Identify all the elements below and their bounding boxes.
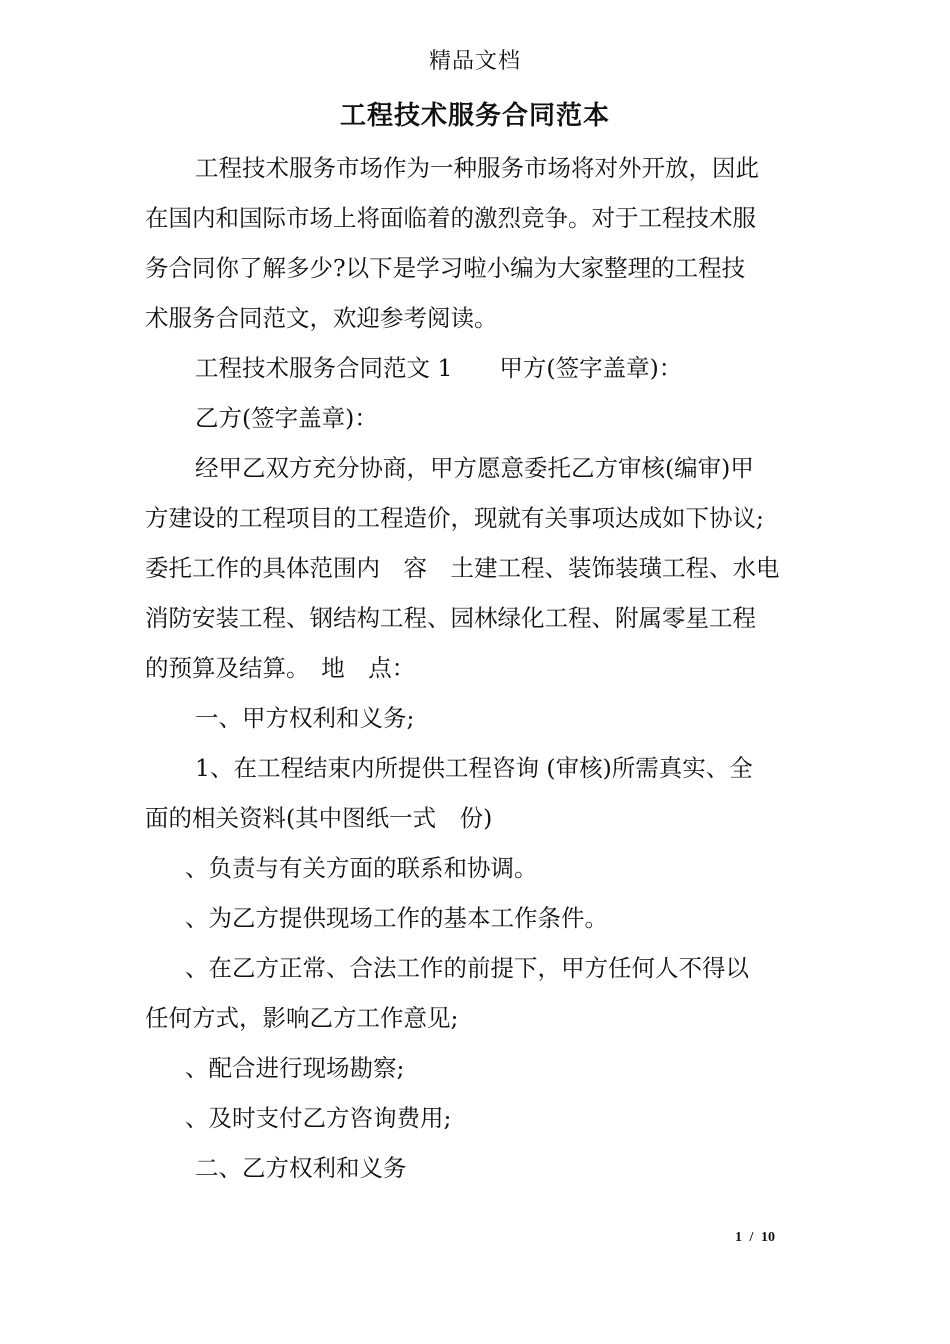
body-line: 、及时支付乙方咨询费用; (185, 1104, 452, 1132)
page-total: 10 (760, 1230, 775, 1245)
body-line: 、为乙方提供现场工作的基本工作条件。 (185, 904, 608, 932)
body-line: 、在乙方正常、合法工作的前提下，甲方任何人不得以 (185, 954, 749, 982)
body-line: 委托工作的具体范围内 容 土建工程、装饰装璜工程、水电 (145, 554, 780, 582)
body-line: 经甲乙双方充分协商，甲方愿意委托乙方审核(编审)甲 (195, 454, 754, 482)
body-line: 面的相关资料(其中图纸一式 份) (145, 804, 493, 832)
body-line: 工程技术服务市场作为一种服务市场将对外开放，因此 (195, 154, 759, 182)
body-line: 方建设的工程项目的工程造价，现就有关事项达成如下协议; (145, 504, 764, 532)
body-line: 的预算及结算。 地 点： (145, 654, 416, 682)
body-line: 任何方式，影响乙方工作意见; (145, 1004, 459, 1032)
page-current: 1 (735, 1230, 743, 1245)
body-line: 术服务合同范文，欢迎参考阅读。 (145, 304, 498, 332)
page-separator: / (749, 1230, 754, 1245)
body-line: 消防安装工程、钢结构工程、园林绿化工程、附属零星工程 (145, 604, 756, 632)
body-line: 工程技术服务合同范文 1 甲方(签字盖章)： (195, 354, 683, 382)
body-line: 乙方(签字盖章)： (195, 404, 378, 432)
body-line: 在国内和国际市场上将面临着的激烈竞争。对于工程技术服 (145, 204, 756, 232)
body-line: 、负责与有关方面的联系和协调。 (185, 854, 538, 882)
body-line: 务合同你了解多少?以下是学习啦小编为大家整理的工程技 (145, 254, 746, 282)
page-number (700, 1228, 810, 1248)
body-line: 一、甲方权利和义务; (195, 704, 415, 732)
body-line: 1、在工程结束内所提供工程咨询 (审核)所需真实、全 (195, 754, 753, 782)
page-header: 精品文档 (428, 49, 521, 74)
body-line: 二、乙方权利和义务 (195, 1154, 407, 1182)
document-title: 工程技术服务合同范本 (339, 101, 610, 131)
body-line: 、配合进行现场勘察; (185, 1054, 405, 1082)
